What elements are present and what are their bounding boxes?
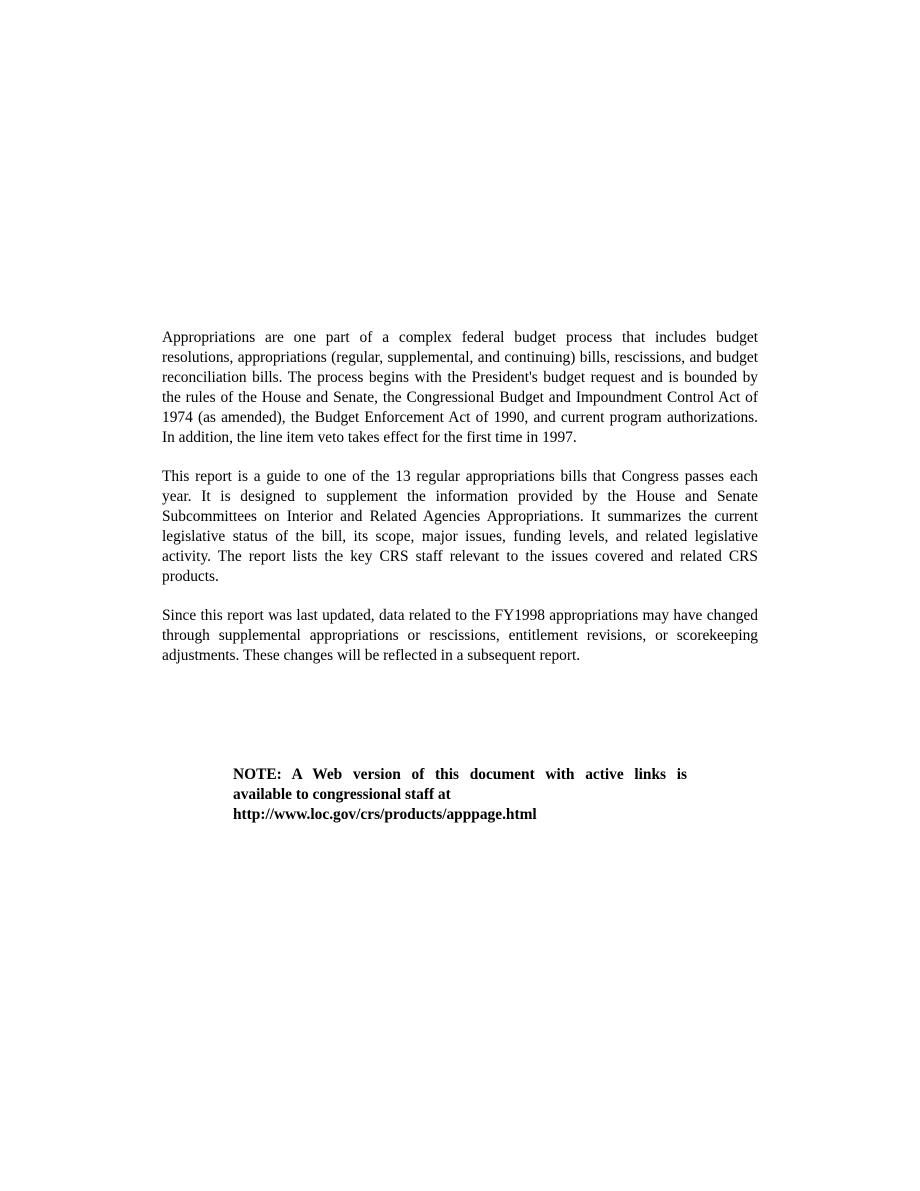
note-line-2: available to congressional staff at [233, 786, 451, 803]
note-url: http://www.loc.gov/crs/products/apppage.html [233, 806, 537, 823]
intro-paragraph: Appropriations are one part of a complex federal budget process that includes budget resolutions, appropriations (regular, supplemental, and continuing) bills, rescissions, and budget reconciliation bills. The process begins with the President's budget request and is bounded by the rules of the House and Senate, the Congressional Budget and Impoundment Control Act of 1974 (as amended), the Budget Enforcement Act of 1990, and current program authorizations. In addition, the line item veto takes effect for the first time in 1997. [162, 329, 758, 446]
update-notice-paragraph: Since this report was last updated, data related to the FY1998 appropriations may have changed through supplemental appropriations or rescissions, entitlement revisions, or scorekeeping adjustments. These changes will be reflected in a subsequent report. [162, 607, 758, 664]
web-version-note [233, 765, 687, 825]
note-line-1: NOTE: A Web version of this document with active links is [233, 766, 687, 783]
report-guide-paragraph: This report is a guide to one of the 13 regular appropriations bills that Congress passes each year. It is designed to supplement the information provided by the House and Senate Subcommittees on Interior and Related Agencies Appropriations. It summarizes the current legislative status of the bill, its scope, major issues, funding levels, and related legislative activity. The report lists the key CRS staff relevant to the issues covered and related CRS products. [162, 468, 758, 585]
